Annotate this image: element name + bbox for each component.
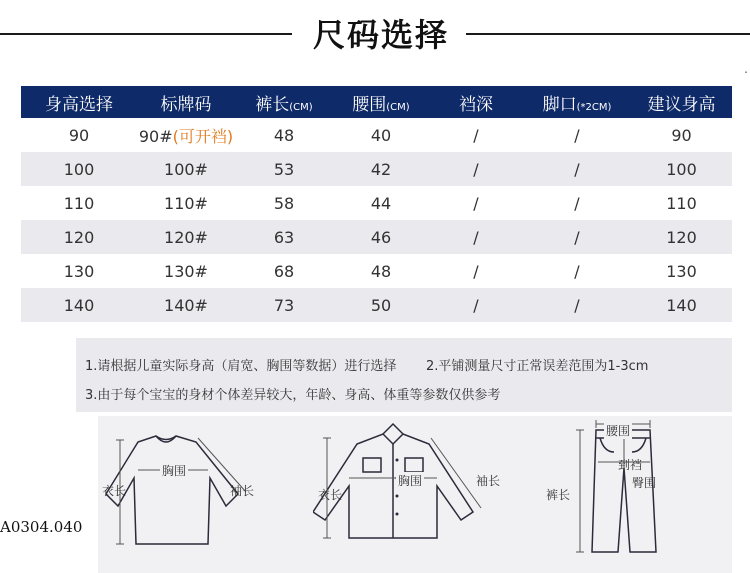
cell-value: / — [473, 227, 479, 247]
table-cell-crotch — [429, 160, 523, 179]
product-code: A0304.040 — [0, 518, 83, 536]
title-section — [0, 0, 750, 66]
table-row — [21, 118, 732, 152]
tag-note: (可开裆) — [172, 126, 234, 146]
pants-crotch-label: 到裆 — [618, 458, 643, 472]
table-row — [21, 186, 732, 220]
table-cell-tag — [137, 160, 235, 179]
cell-value: 48 — [370, 261, 392, 281]
table-cell-suggest — [631, 194, 732, 213]
cell-value: / — [574, 125, 580, 145]
title-divider-left — [0, 33, 292, 35]
header-cell — [21, 90, 137, 115]
table-cell-crotch — [429, 296, 523, 315]
table-cell-waist — [333, 160, 429, 179]
cell-value: 120 — [666, 227, 697, 247]
header-cell — [333, 90, 429, 115]
pants-hip-label: 臀围 — [632, 476, 657, 490]
table-cell-waist — [333, 262, 429, 281]
sweater-sleeve-label: 袖长 — [230, 484, 255, 498]
sweater-length-label: 衣长 — [102, 484, 127, 498]
cell-value: / — [473, 159, 479, 179]
cell-value: 53 — [273, 159, 295, 179]
table-cell-pants-length — [235, 228, 333, 247]
table-cell-waist — [333, 228, 429, 247]
table-cell-hem — [523, 228, 631, 247]
cell-value: 48 — [273, 125, 295, 145]
header-unit: (CM) — [289, 101, 313, 113]
table-cell-hem — [523, 296, 631, 315]
sweater-chest-label: 胸围 — [162, 464, 187, 478]
cell-value: 130# — [164, 261, 208, 281]
table-row — [21, 254, 732, 288]
cell-value: / — [473, 125, 479, 145]
cell-value: 50 — [370, 295, 392, 315]
header-label: 裆深 — [459, 94, 493, 115]
table-cell-crotch — [429, 262, 523, 281]
table-cell-height — [21, 296, 137, 315]
table-cell-height — [21, 126, 137, 145]
pants-waist-label: 腰围 — [606, 424, 631, 438]
table-cell-suggest — [631, 262, 732, 281]
cell-value: 73 — [273, 295, 295, 315]
cell-value: 100 — [63, 159, 95, 179]
cell-value: / — [574, 159, 580, 179]
table-cell-tag — [137, 262, 235, 281]
cell-value: 46 — [370, 227, 392, 247]
table-cell-waist — [333, 194, 429, 213]
cell-value: / — [473, 295, 479, 315]
header-unit: (CM) — [386, 101, 410, 113]
header-cell — [523, 90, 631, 115]
cell-value: 44 — [370, 193, 392, 213]
page-title: 尺码选择 — [312, 16, 449, 54]
note-3: 3.由于每个宝宝的身材个体差异较大，年龄、身高、体重等参数仅供参考 — [85, 388, 501, 403]
header-cell — [137, 90, 235, 115]
table-header — [21, 86, 732, 118]
table-cell-height — [21, 194, 137, 213]
table-row — [21, 288, 732, 322]
table-cell-crotch — [429, 126, 523, 145]
header-label: 标牌码 — [160, 94, 212, 115]
note-1: 1.请根据儿童实际身高（肩宽、胸围等数据）进行选择 — [85, 359, 397, 374]
table-cell-pants-length — [235, 296, 333, 315]
table-cell-waist — [333, 296, 429, 315]
shirt-sleeve-label: 袖长 — [476, 474, 501, 488]
table-cell-pants-length — [235, 126, 333, 145]
table-cell-pants-length — [235, 160, 333, 179]
cell-value: 140 — [666, 295, 697, 315]
cell-value: / — [574, 193, 580, 213]
table-cell-suggest — [631, 296, 732, 315]
measurement-diagrams — [98, 416, 732, 573]
cell-value: 100# — [164, 159, 208, 179]
table-cell-tag — [137, 228, 235, 247]
cell-value: 100 — [666, 159, 697, 179]
cell-value: 42 — [370, 159, 392, 179]
table-cell-tag — [137, 194, 235, 213]
table-cell-tag — [137, 124, 235, 147]
table-cell-height — [21, 228, 137, 247]
cell-value: 90# — [138, 126, 173, 146]
shirt-chest-label: 胸围 — [398, 474, 423, 488]
header-unit: (*2CM) — [576, 101, 612, 113]
table-row — [21, 152, 732, 186]
cell-value: 120 — [63, 227, 95, 247]
notes-box — [76, 338, 732, 412]
cell-value: 68 — [273, 261, 295, 281]
size-table — [21, 86, 732, 322]
shirt-length-label: 衣长 — [318, 488, 343, 502]
table-cell-pants-length — [235, 194, 333, 213]
table-cell-crotch — [429, 228, 523, 247]
cell-value: 90 — [68, 125, 90, 145]
edge-mark: . — [744, 62, 748, 76]
table-cell-suggest — [631, 228, 732, 247]
table-cell-crotch — [429, 194, 523, 213]
cell-value: 58 — [273, 193, 295, 213]
header-cell — [235, 90, 333, 115]
table-row — [21, 220, 732, 254]
cell-value: 90 — [671, 125, 692, 145]
pants-length-label: 裤长 — [546, 488, 571, 502]
note-2: 2.平铺测量尺寸正常误差范围为1-3cm — [426, 359, 649, 374]
table-body — [21, 118, 732, 322]
header-cell — [631, 90, 732, 115]
header-label: 脚口 — [542, 94, 577, 115]
table-cell-tag — [137, 296, 235, 315]
title-divider-right — [466, 33, 750, 35]
cell-value: 110 — [63, 193, 95, 213]
cell-value: 140 — [63, 295, 95, 315]
header-label: 裤长 — [255, 94, 290, 115]
cell-value: / — [473, 261, 479, 281]
cell-value: 140# — [164, 295, 208, 315]
cell-value: 40 — [370, 125, 392, 145]
cell-value: 110# — [164, 193, 208, 213]
table-cell-height — [21, 262, 137, 281]
cell-value: 110 — [666, 193, 697, 213]
table-cell-waist — [333, 126, 429, 145]
table-cell-hem — [523, 194, 631, 213]
cell-value: 63 — [273, 227, 295, 247]
header-label: 身高选择 — [45, 94, 113, 115]
table-cell-suggest — [631, 160, 732, 179]
cell-value: / — [574, 295, 580, 315]
cell-value: / — [574, 227, 580, 247]
table-cell-suggest — [631, 126, 732, 145]
cell-value: / — [574, 261, 580, 281]
table-cell-hem — [523, 126, 631, 145]
table-cell-height — [21, 160, 137, 179]
table-cell-hem — [523, 262, 631, 281]
header-label: 腰围 — [352, 94, 387, 115]
header-label: 建议身高 — [647, 94, 716, 115]
cell-value: 130 — [63, 261, 95, 281]
table-cell-pants-length — [235, 262, 333, 281]
header-cell — [429, 90, 523, 115]
cell-value: / — [473, 193, 479, 213]
table-cell-hem — [523, 160, 631, 179]
cell-value: 130 — [666, 261, 697, 281]
cell-value: 120# — [164, 227, 208, 247]
